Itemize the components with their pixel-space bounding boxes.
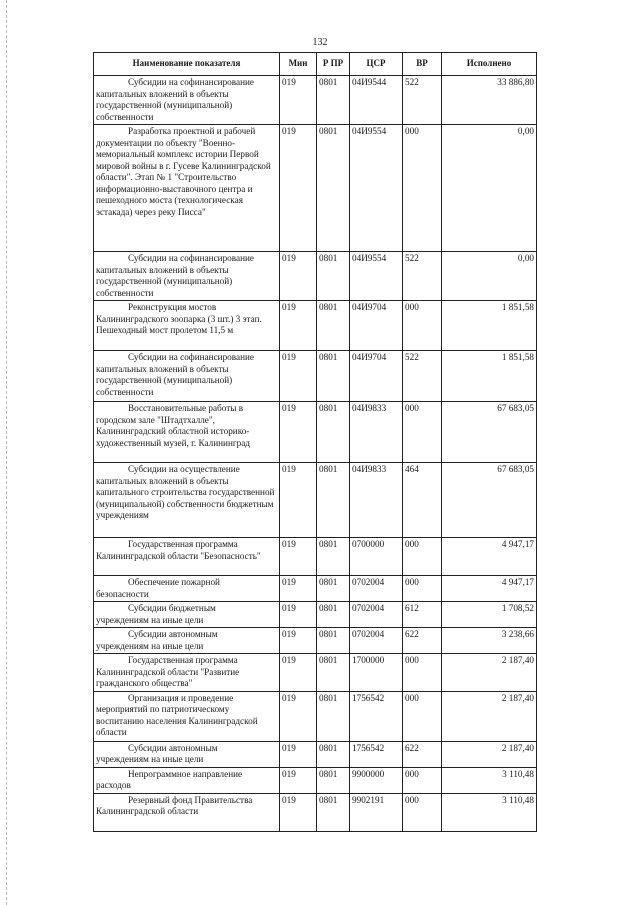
executed-amount-cell: 4 947,17 (442, 576, 537, 602)
csr-cell: 0702004 (350, 602, 403, 628)
rpr-cell: 0801 (317, 741, 350, 767)
indicator-name-cell (94, 538, 280, 576)
vr-cell: 000 (403, 576, 442, 602)
min-cell: 019 (280, 252, 317, 301)
indicator-name-cell (94, 351, 280, 402)
vr-cell: 522 (403, 252, 442, 301)
min-cell: 019 (280, 602, 317, 628)
min-cell: 019 (280, 463, 317, 538)
csr-cell: 9902191 (350, 793, 403, 831)
indicator-name-first-line: Обеспечение пожарной (128, 577, 220, 587)
csr-cell: 04И9554 (350, 125, 403, 252)
indicator-name-cell (94, 301, 280, 351)
header-indicator-name: Наименование показателя (94, 53, 280, 76)
rpr-cell: 0801 (317, 76, 350, 125)
rpr-cell: 0801 (317, 538, 350, 576)
executed-amount-cell: 2 187,40 (442, 741, 537, 767)
indicator-name-cell (94, 793, 280, 831)
indicator-name-first-line: Субсидии на софинансирование (128, 253, 254, 263)
rpr-cell: 0801 (317, 463, 350, 538)
table-row (94, 691, 537, 741)
indicator-name-first-line: Субсидии на осуществление (128, 464, 240, 474)
vr-cell: 622 (403, 628, 442, 654)
header-min: Мин (280, 53, 317, 76)
indicator-name-cell (94, 463, 280, 538)
vr-cell: 000 (403, 301, 442, 351)
min-cell: 019 (280, 767, 317, 793)
executed-amount-cell: 67 683,05 (442, 402, 537, 463)
min-cell: 019 (280, 741, 317, 767)
csr-cell: 04И9704 (350, 351, 403, 402)
indicator-name-cell (94, 767, 280, 793)
csr-cell: 04И9544 (350, 76, 403, 125)
executed-amount-cell: 0,00 (442, 125, 537, 252)
indicator-name-rest: капитальных вложений в объекты капитального строительства государственной (муниципальной) собственности бюджетным учреждениям (96, 475, 275, 520)
table-row (94, 463, 537, 538)
scan-edge-line (6, 0, 7, 905)
indicator-name-rest: документации по объекту "Военно-мемориальный комплекс истории Первой мировой войны в г. Гусеве Калининградской области". Этап № 1 "Строительство информационно-выставочного центра и пешеходного моста (технологическая эстакада) через реку Писса" (96, 137, 271, 217)
indicator-name-first-line: Государственная программа (128, 539, 238, 549)
budget-execution-table (93, 52, 537, 832)
vr-cell: 000 (403, 402, 442, 463)
executed-amount-cell: 3 110,48 (442, 767, 537, 793)
indicator-name-first-line: Восстановительные работы в (128, 403, 244, 413)
csr-cell: 0700000 (350, 538, 403, 576)
header-vr: ВР (403, 53, 442, 76)
table-row (94, 654, 537, 692)
csr-cell: 0702004 (350, 576, 403, 602)
rpr-cell: 0801 (317, 793, 350, 831)
indicator-name-first-line: Непрограммное направление (128, 768, 243, 779)
rpr-cell: 0801 (317, 125, 350, 252)
vr-cell: 000 (403, 125, 442, 252)
indicator-name-cell (94, 125, 280, 252)
indicator-name-first-line: Резервный фонд Правительства (128, 794, 253, 805)
page-number: 132 (312, 37, 328, 48)
indicator-name-cell (94, 654, 280, 692)
rpr-cell: 0801 (317, 654, 350, 692)
indicator-name-rest: капитальных вложений в объекты государственной (муниципальной) собственности (96, 363, 233, 397)
csr-cell: 9900000 (350, 767, 403, 793)
indicator-name-rest: городском зале "Штадтхалле", Калининградский областной историко-художественный музей, г. Калининград (96, 414, 250, 448)
table-row (94, 301, 537, 351)
rpr-cell: 0801 (317, 628, 350, 654)
vr-cell: 000 (403, 691, 442, 741)
indicator-name-rest: учреждениям на иные цели (96, 614, 204, 625)
executed-amount-cell: 1 851,58 (442, 351, 537, 402)
table-row (94, 76, 537, 125)
indicator-name-rest: Калининградской области (96, 806, 199, 816)
rpr-cell: 0801 (317, 602, 350, 628)
csr-cell: 04И9833 (350, 463, 403, 538)
table-row (94, 741, 537, 767)
indicator-name-first-line: Разработка проектной и рабочей (128, 126, 256, 136)
vr-cell: 622 (403, 741, 442, 767)
indicator-name-first-line: Субсидии бюджетным (128, 603, 216, 613)
vr-cell: 464 (403, 463, 442, 538)
indicator-name-cell (94, 402, 280, 463)
min-cell: 019 (280, 793, 317, 831)
vr-cell: 000 (403, 767, 442, 793)
rpr-cell: 0801 (317, 402, 350, 463)
executed-amount-cell: 1 708,52 (442, 602, 537, 628)
vr-cell: 000 (403, 793, 442, 831)
indicator-name-rest: капитальных вложений в объекты государственной (муниципальной) собственности (96, 88, 233, 122)
header-csr: ЦСР (350, 53, 403, 76)
min-cell: 019 (280, 691, 317, 741)
indicator-name-rest: Калининградского зоопарка (3 шт.) 3 этап. Пешеходный мост пролетом 11,5 м (96, 313, 262, 335)
table-row (94, 602, 537, 628)
executed-amount-cell: 67 683,05 (442, 463, 537, 538)
table-row (94, 628, 537, 654)
min-cell: 019 (280, 351, 317, 402)
table-row (94, 538, 537, 576)
indicator-name-rest: учреждениям на иные цели (96, 754, 204, 764)
indicator-name-first-line: Субсидии автономным (128, 629, 218, 639)
executed-amount-cell: 3 238,66 (442, 628, 537, 654)
csr-cell: 04И9833 (350, 402, 403, 463)
executed-amount-cell: 4 947,17 (442, 538, 537, 576)
rpr-cell: 0801 (317, 301, 350, 351)
csr-cell: 1756542 (350, 741, 403, 767)
indicator-name-rest: Калининградской области "Безопасность" (96, 550, 261, 561)
indicator-name-cell (94, 576, 280, 602)
indicator-name-cell (94, 628, 280, 654)
rpr-cell: 0801 (317, 252, 350, 301)
executed-amount-cell: 2 187,40 (442, 691, 537, 741)
min-cell: 019 (280, 654, 317, 692)
indicator-name-cell (94, 741, 280, 767)
min-cell: 019 (280, 538, 317, 576)
table-row (94, 351, 537, 402)
table-header-row (94, 53, 537, 76)
header-executed: Исполнено (442, 53, 537, 76)
csr-cell: 1700000 (350, 654, 403, 692)
table-row (94, 252, 537, 301)
table-row (94, 793, 537, 831)
indicator-name-first-line: Организация и проведение (128, 692, 234, 703)
indicator-name-rest: Калининградской области "Развитие гражданского общества" (96, 666, 240, 688)
indicator-name-first-line: Субсидии на софинансирование (128, 77, 254, 87)
indicator-name-first-line: Субсидии на софинансирование (128, 352, 254, 362)
header-rpr: Р ПР (317, 53, 350, 76)
indicator-name-cell (94, 76, 280, 125)
csr-cell: 1756542 (350, 691, 403, 741)
indicator-name-rest: капитальных вложений в объекты государственной (муниципальной) собственности (96, 264, 233, 298)
indicator-name-rest: мероприятий по патриотическому воспитанию населения Калининградской области (96, 704, 258, 737)
csr-cell: 04И9704 (350, 301, 403, 351)
min-cell: 019 (280, 576, 317, 602)
executed-amount-cell: 2 187,40 (442, 654, 537, 692)
executed-amount-cell: 3 110,48 (442, 793, 537, 831)
indicator-name-cell (94, 691, 280, 741)
indicator-name-rest: расходов (96, 780, 131, 790)
vr-cell: 522 (403, 351, 442, 402)
indicator-name-rest: безопасности (96, 588, 149, 599)
min-cell: 019 (280, 76, 317, 125)
rpr-cell: 0801 (317, 351, 350, 402)
min-cell: 019 (280, 125, 317, 252)
indicator-name-first-line: Субсидии автономным (128, 742, 218, 753)
vr-cell: 612 (403, 602, 442, 628)
executed-amount-cell: 0,00 (442, 252, 537, 301)
vr-cell: 522 (403, 76, 442, 125)
csr-cell: 04И9554 (350, 252, 403, 301)
rpr-cell: 0801 (317, 691, 350, 741)
table-row (94, 576, 537, 602)
rpr-cell: 0801 (317, 767, 350, 793)
indicator-name-rest: учреждениям на иные цели (96, 640, 204, 651)
min-cell: 019 (280, 301, 317, 351)
rpr-cell: 0801 (317, 576, 350, 602)
vr-cell: 000 (403, 654, 442, 692)
indicator-name-cell (94, 252, 280, 301)
table-row (94, 767, 537, 793)
indicator-name-first-line: Государственная программа (128, 655, 238, 665)
executed-amount-cell: 1 851,58 (442, 301, 537, 351)
min-cell: 019 (280, 402, 317, 463)
min-cell: 019 (280, 628, 317, 654)
indicator-name-cell (94, 602, 280, 628)
indicator-name-first-line: Реконструкция мостов (128, 302, 217, 312)
table-row (94, 402, 537, 463)
executed-amount-cell: 33 886,80 (442, 76, 537, 125)
csr-cell: 0702004 (350, 628, 403, 654)
table-row (94, 125, 537, 252)
vr-cell: 000 (403, 538, 442, 576)
